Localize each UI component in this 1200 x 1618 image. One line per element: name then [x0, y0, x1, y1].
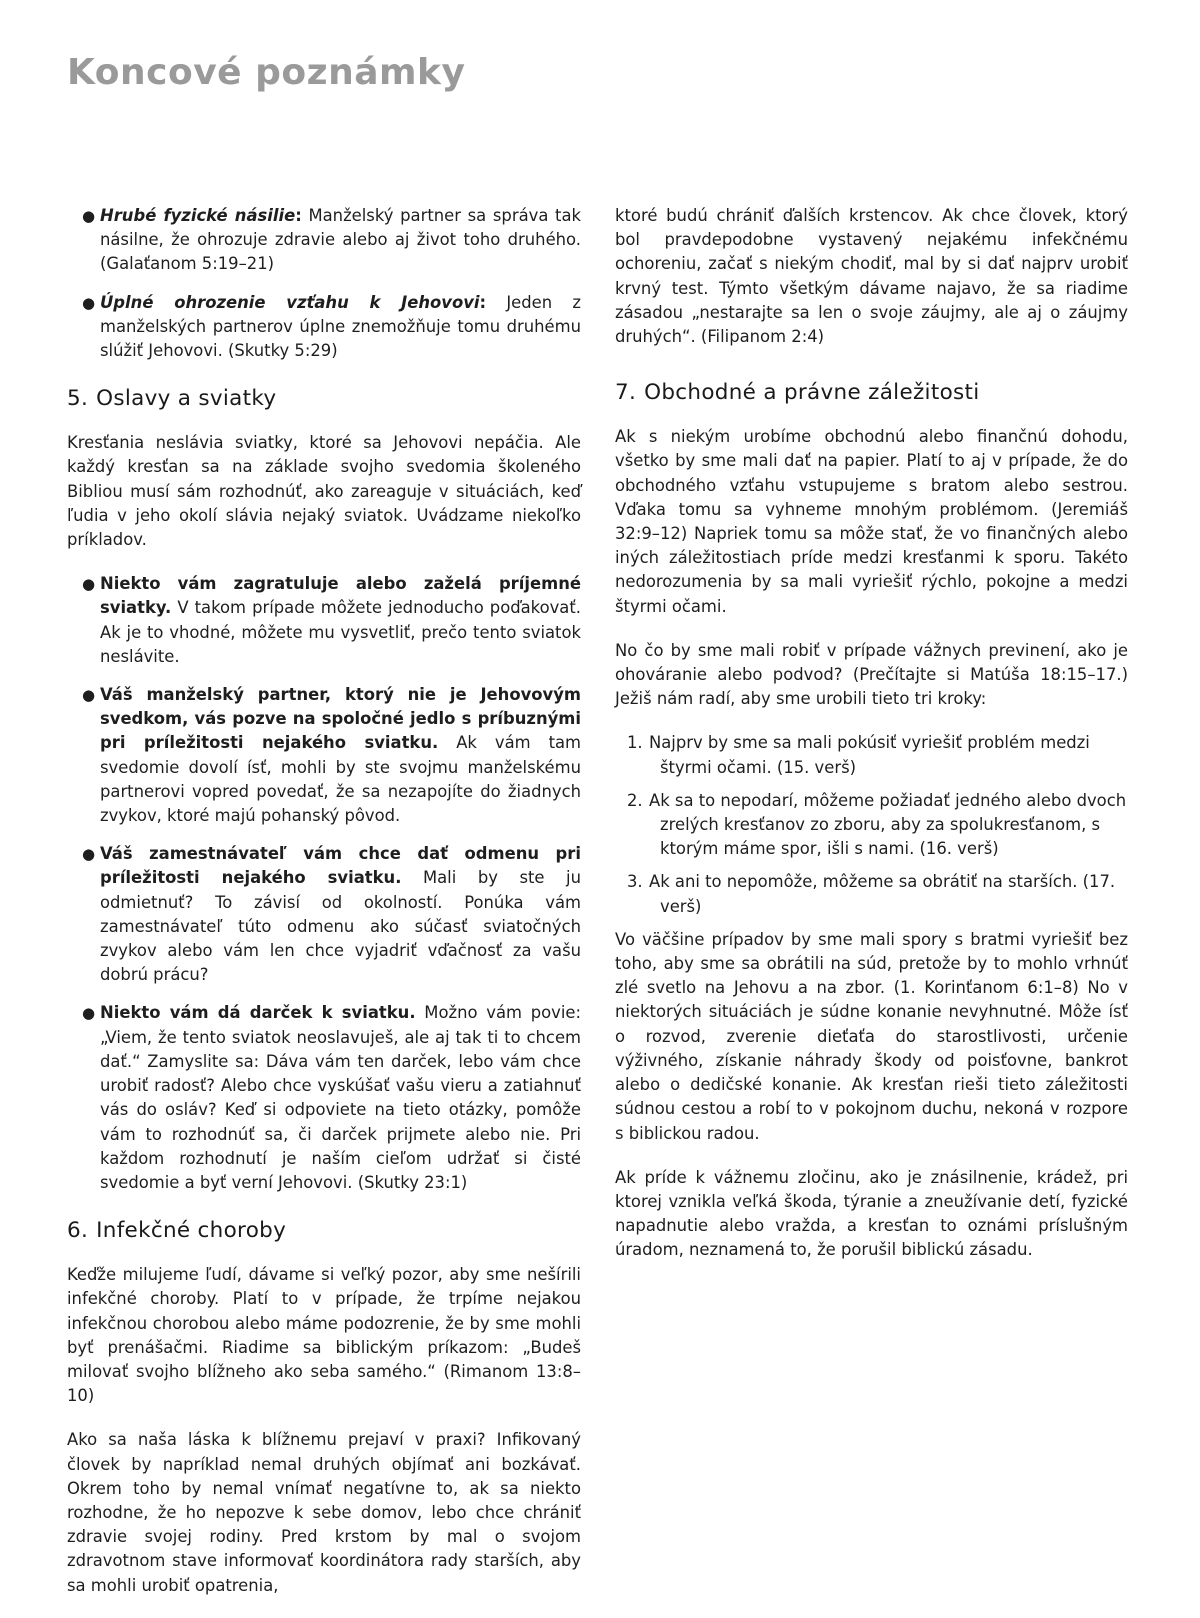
bullet-body: Jeden z manželských partnerov úplne znemožňuje tomu druhému slúžiť Jehovovi. (Skutky 5:29) [100, 292, 581, 361]
bullet-body: Manželský partner sa správa tak násilne, že ohrozuje zdravie alebo aj život toho druhého. (Galaťanom 5:19–21) [100, 206, 581, 274]
list-item: 3. Ak ani to nepomôže, môžeme sa obrátiť na starších. (17. verš) [627, 872, 1116, 916]
right-column [615, 204, 1128, 1283]
section-heading-7: 7. Obchodné a právne záležitosti [615, 380, 980, 406]
bullet-icon: ● [82, 293, 96, 312]
continuation-paragraph: ktoré budú chrániť ďalších krstencov. Ak chce človek, ktorý bol pravdepodobne vystavený nejakému infekčnému ochoreniu, začať s niekým chodiť, mal by si dať najprv urobiť krvný test. Týmto všetkým dávame najavo, že sa riadime zásadou „nestarajte sa len o svoje záujmy, ale aj o záujmy druhých“. (Filipanom 2:4) [615, 206, 1128, 347]
bullet-icon: ● [82, 845, 96, 864]
bullet-lead: Niekto vám zagratuluje alebo zaželá príjemné sviatky. [100, 574, 581, 618]
section-7-paragraph-2: No čo by sme mali robiť v prípade vážnych previnení, ako je ohováranie alebo podvod? (Prečítajte si Matúša 18:15–17.) Ježiš nám radí, aby sme urobili tieto tri kroky: [615, 640, 1128, 709]
bullet-icon: ● [82, 686, 96, 705]
bullet-icon: ● [82, 207, 96, 225]
section-5-bullet-list [67, 572, 581, 1195]
section-5-paragraph: Kresťania neslávia sviatky, ktoré sa Jehovovi nepáčia. Ale každý kresťan sa na základe svojho svedomia školeného Bibliou musí sám rozhodnúť, ako zareaguje v situáciách, keď ľudia v jeho okolí slávia nejaký sviatok. Uvádzame niekoľko príkladov. [67, 433, 581, 550]
left-column [67, 204, 581, 1618]
section-heading-6: 6. Infekčné choroby [67, 1218, 287, 1244]
bullet-body: V takom prípade môžete jednoducho poďakovať. Ak je to vhodné, môžete mu vysvetliť, prečo tento sviatok neslávite. [100, 598, 581, 666]
section-heading-5: 5. Oslavy a sviatky [67, 386, 277, 412]
bullet-icon: ● [82, 575, 96, 594]
bullet-icon: ● [82, 1004, 96, 1023]
bullet-lead: Váš manželský partner, ktorý nie je Jehovovým svedkom, vás pozve na spoločné jedlo s príbuznými pri príležitosti nejakého sviatku. [100, 685, 581, 753]
section-7-paragraph-1: Ak s niekým urobíme obchodnú alebo finančnú dohodu, všetko by sme mali dať na papier. Platí to aj v prípade, že do obchodného vzťahu vstupujeme s bratom alebo sestrou. Vďaka tomu sa vyhneme mnohým problémom. (Jeremiáš 32:9–12) Napriek tomu sa môže stať, že vo finančných alebo iných záležitostiach príde medzi kresťanmi k sporu. Takéto nedorozumenia by sa mali vyriešiť rýchlo, pokojne a medzi štyrmi očami. [615, 427, 1128, 616]
list-item [67, 842, 581, 987]
section-6-paragraph-2: Ako sa naša láska k blížnemu prejaví v praxi? Infikovaný človek by napríklad nemal druhých objímať ani bozkávať. Okrem toho by nemal vnímať negatívne to, ak sa niekto rozhodne, že ho nepozve k sebe domov, lebo chce chrániť zdravie svojej rodiny. Pred krstom by mal o svojom zdravotnom stave informovať koordinátora rady starších, aby sa mohli urobiť opatrenia, [67, 1430, 581, 1595]
page-title: Koncové poznámky [67, 52, 466, 93]
bullet-lead: Niekto vám dá darček k sviatku. [100, 1003, 416, 1023]
bullet-body: Mali by ste ju odmietnuť? To závisí od okolností. Ponúka vám zamestnávateľ túto odmenu ako súčasť sviatočných zvykov alebo vám len chce vyjadriť vďačnosť za vašu dobrú prácu? [100, 868, 582, 985]
list-item [67, 683, 581, 828]
list-item [67, 572, 581, 669]
bullet-body: Možno vám povie: „Viem, že tento sviatok neoslavuješ, ale aj tak ti to chcem dať.“ Zamyslite sa: Dáva vám ten darček, lebo vám chce urobiť radosť? Alebo chce vyskúšať vašu vieru a zatiahnuť vás do osláv? Keď si odpoviete na tieto otázky, pomôže vám to rozhodnúť sa, či darček prijmete alebo nie. Pri každom rozhodnutí je naším cieľom udržať si čisté svedomie a byť verní Jehovovi. (Skutky 23:1) [100, 1003, 582, 1192]
list-item: 1. Najprv by sme sa mali pokúsiť vyriešiť problém medzi štyrmi očami. (15. verš) [627, 733, 1090, 777]
steps-list [615, 731, 1128, 918]
section-7-paragraph-3: Vo väčšine prípadov by sme mali spory s bratmi vyriešiť bez toho, aby sme sa obrátili na súd, pretože by to mohlo vrhnúť zlé svetlo na Jehovu a na zbor. (1. Korinťanom 6:1–8) No v niektorých situáciách je súdne konanie nevyhnutné. Môže ísť o rozvod, zverenie dieťaťa do starostlivosti, určenie výživného, získanie náhrady škody od poisťovne, bankrot alebo o dedičské konanie. Ak kresťan rieši tieto záležitosti súdnou cestou a robí to v pokojnom duchu, nekoná v rozpore s biblickou radou. [615, 929, 1128, 1143]
list-item: ● Hrubé fyzické násilie: Manželský partner sa správa tak násilne, že ohrozuje zdravie alebo aj život toho druhého. (Galaťanom 5:19–21) [82, 206, 581, 274]
section-7-paragraph-4: Ak príde k vážnemu zločinu, ako je znásilnenie, krádež, pri ktorej vznikla veľká škoda, týranie a zneužívanie detí, fyzické napadnutie alebo vražda, a kresťan to oznámi príslušným úradom, neznamená to, že porušil biblickú zásadu. [615, 1167, 1128, 1260]
bullet-lead: Hrubé fyzické násilie [100, 206, 296, 225]
list-item: ● Úplné ohrozenie vzťahu k Jehovovi: Jeden z manželských partnerov úplne znemožňuje tomu druhému slúžiť Jehovovi. (Skutky 5:29) [82, 292, 581, 361]
intro-bullet-list [67, 204, 581, 363]
section-6-paragraph-1: Keďže milujeme ľudí, dávame si veľký pozor, aby sme nešírili infekčné choroby. Platí to v prípade, že trpíme nejakou infekčnou chorobou alebo máme podozrenie, že by sme mohli byť prenášačmi. Riadime sa biblickým príkazom: „Budeš milovať svojho blížneho ako seba samého.“ (Rimanom 13:8–10) [67, 1265, 581, 1406]
bullet-body: Ak vám tam svedomie dovolí ísť, mohli by ste svojmu manželskému partnerovi vopred povedať, že sa nezapojíte do žiadnych zvykov, ktoré majú pohanský pôvod. [100, 733, 582, 826]
bullet-lead: Váš zamestnávateľ vám chce dať odmenu pri príležitosti nejakého sviatku. [100, 844, 581, 888]
bullet-lead: Úplné ohrozenie vzťahu k Jehovovi [100, 292, 480, 312]
list-item: 2. Ak sa to nepodarí, môžeme požiadať jedného alebo dvoch zrelých kresťanov zo zboru, aby za spolukresťanom, s ktorým máme spor, išli s nami. (16. verš) [627, 790, 1127, 859]
list-item [67, 1001, 581, 1195]
